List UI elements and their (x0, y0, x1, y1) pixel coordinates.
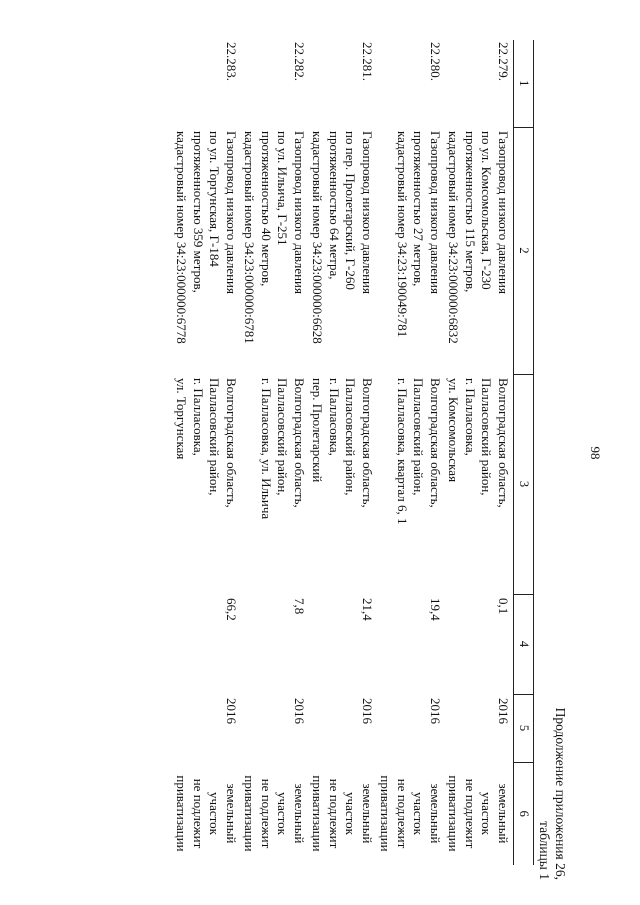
object-name-cell (445, 127, 514, 374)
caption-line: таблицы 1 (537, 821, 552, 880)
row-number: 22.283. (224, 42, 239, 81)
address-line: Волгоградская область, (428, 378, 443, 508)
column-header: 3 (514, 374, 534, 594)
note-cell (173, 762, 241, 865)
object-name-line: кадастровый номер 34:23:000000:6778 (174, 131, 190, 344)
address-line: Палласовский район, (479, 378, 495, 496)
page-number: 98 (588, 446, 603, 460)
address-line: г. Палласовка, ул. Ильича (259, 378, 274, 520)
address-line: г. Палласовка, (191, 378, 206, 456)
note-line: не подлежит (395, 778, 410, 849)
caption-line: Продолжение приложения 26, (553, 707, 568, 880)
table-row (445, 40, 514, 865)
column-header: 1 (514, 40, 534, 127)
object-name-line: протяженностью 40 метров, (259, 131, 274, 287)
address-line: Волгоградская область, (224, 378, 239, 508)
column-header: 4 (514, 594, 534, 694)
object-name-line: кадастровый номер 34:23:190049:781 (395, 131, 410, 338)
table-row (173, 40, 241, 865)
object-name-line: кадастровый номер 34:23:000000:6781 (242, 131, 258, 344)
note-line: не подлежит (327, 778, 342, 849)
note-line: участок (343, 792, 359, 835)
table-header-row (514, 40, 534, 865)
year-cell (377, 694, 445, 762)
year-cell (309, 694, 377, 762)
address-line: г. Палласовка, квартал 6, 1 (395, 378, 410, 525)
address-cell (241, 374, 309, 594)
note-line: земельный (360, 783, 375, 844)
note-line: участок (479, 792, 495, 835)
note-line: не подлежит (463, 778, 478, 849)
table-row (241, 40, 309, 865)
value-text: 21,4 (360, 598, 375, 621)
object-name-line: протяженностью 359 метров, (191, 131, 206, 293)
row-number: 22.280. (428, 42, 443, 81)
note-line: не подлежит (191, 778, 206, 849)
note-line: участок (207, 792, 223, 835)
note-line: участок (275, 792, 291, 835)
value-text: 19,4 (428, 598, 443, 621)
address-line: пер. Пролетарский (310, 378, 326, 483)
year-text: 2016 (496, 698, 511, 724)
object-name-line: протяженностью 115 метров, (463, 131, 478, 293)
column-header: 6 (514, 762, 534, 865)
object-name-line: по ул. Ильича, Г-251 (275, 131, 291, 246)
table-row (309, 40, 377, 865)
value-cell (173, 594, 241, 694)
note-cell (241, 762, 309, 865)
note-line: приватизации (378, 775, 394, 852)
address-line: Волгоградская область, (496, 378, 511, 508)
note-line: приватизации (310, 775, 326, 852)
note-line: приватизации (242, 775, 258, 852)
year-cell (241, 694, 309, 762)
row-number-cell (173, 40, 241, 127)
object-name-line: Газопровод низкого давления (224, 131, 239, 294)
object-name-cell (241, 127, 309, 374)
value-text: 0,1 (496, 598, 511, 615)
object-name-line: по пер. Пролетарский, Г-260 (343, 131, 359, 290)
address-cell (173, 374, 241, 594)
note-line: участок (411, 792, 427, 835)
year-text: 2016 (224, 698, 239, 724)
address-cell (445, 374, 514, 594)
object-name-line: протяженностью 27 метров, (411, 131, 427, 287)
object-name-line: по ул. Торгунская, Г-184 (207, 131, 223, 267)
value-cell (445, 594, 514, 694)
address-line: Палласовский район, (275, 378, 291, 496)
address-line: ул. Комсомольская (446, 378, 462, 483)
year-cell (173, 694, 241, 762)
value-cell (377, 594, 445, 694)
object-name-cell (173, 127, 241, 374)
note-cell (309, 762, 377, 865)
property-table (173, 40, 534, 865)
row-number: 22.282. (292, 42, 307, 81)
note-line: земельный (224, 783, 239, 844)
address-line: г. Палласовка, (327, 378, 342, 456)
object-name-line: кадастровый номер 34:23:000000:6832 (446, 131, 462, 344)
address-line: Волгоградская область, (360, 378, 375, 508)
table-row (377, 40, 445, 865)
address-line: г. Палласовка, (463, 378, 478, 456)
value-cell (241, 594, 309, 694)
note-line: приватизации (446, 775, 462, 852)
row-number: 22.281. (360, 42, 375, 81)
value-cell (309, 594, 377, 694)
value-text: 7,8 (292, 598, 307, 615)
object-name-line: Газопровод низкого давления (292, 131, 307, 294)
object-name-line: Газопровод низкого давления (496, 131, 511, 294)
address-line: Палласовский район, (343, 378, 359, 496)
table-body (173, 40, 514, 865)
object-name-line: по ул. Комсомольская, Г-230 (479, 131, 495, 290)
object-name-line: протяженностью 64 метра, (327, 131, 342, 280)
note-cell (445, 762, 514, 865)
row-number-cell (445, 40, 514, 127)
row-number-cell (309, 40, 377, 127)
year-text: 2016 (428, 698, 443, 724)
note-line: не подлежит (259, 778, 274, 849)
address-line: Палласовский район, (207, 378, 223, 496)
year-text: 2016 (292, 698, 307, 724)
object-name-line: кадастровый номер 34:23:000000:6628 (310, 131, 326, 344)
value-text: 66,2 (224, 598, 239, 621)
object-name-line: Газопровод низкого давления (360, 131, 375, 294)
note-line: земельный (428, 783, 443, 844)
column-header: 5 (514, 694, 534, 762)
column-header: 2 (514, 127, 534, 374)
note-line: земельный (292, 783, 307, 844)
note-line: земельный (496, 783, 511, 844)
row-number-cell (241, 40, 309, 127)
address-cell (377, 374, 445, 594)
object-name-cell (309, 127, 377, 374)
address-line: Волгоградская область, (292, 378, 307, 508)
address-cell (309, 374, 377, 594)
year-text: 2016 (360, 698, 375, 724)
row-number: 22.279. (496, 42, 511, 81)
row-number-cell (377, 40, 445, 127)
address-line: Палласовский район, (411, 378, 427, 496)
year-cell (445, 694, 514, 762)
note-cell (377, 762, 445, 865)
note-line: приватизации (174, 775, 190, 852)
address-line: ул. Торгунская (174, 378, 190, 460)
table-caption (536, 620, 568, 880)
object-name-line: Газопровод низкого давления (428, 131, 443, 294)
object-name-cell (377, 127, 445, 374)
